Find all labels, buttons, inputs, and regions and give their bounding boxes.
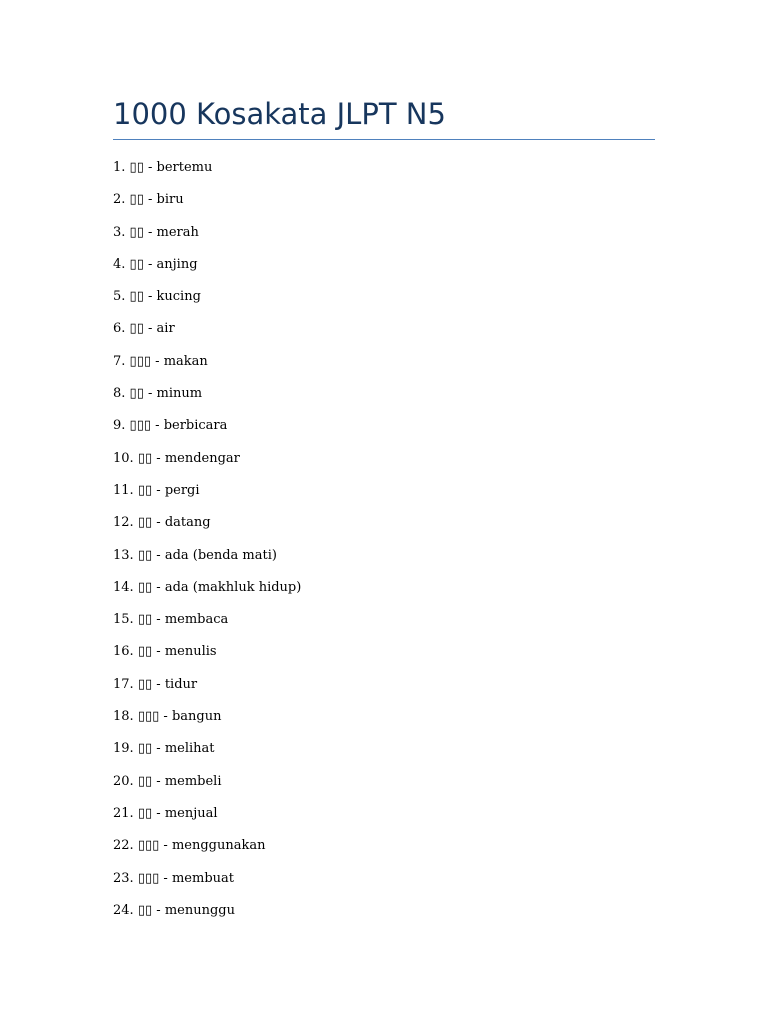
- separator: -: [152, 676, 165, 692]
- list-item: [113, 543, 301, 575]
- list-item: [113, 187, 301, 219]
- separator: -: [152, 612, 165, 628]
- item-number: 9.: [113, 418, 126, 434]
- list-item: [113, 833, 301, 865]
- item-number: 10.: [113, 450, 134, 466]
- item-number: 13.: [113, 547, 134, 563]
- indonesian-meaning: tidur: [164, 676, 198, 692]
- japanese-word: ▯▯: [137, 741, 153, 757]
- separator: -: [159, 870, 172, 886]
- separator: -: [152, 805, 165, 821]
- list-item: [113, 220, 301, 252]
- vocab-list: [113, 155, 301, 930]
- japanese-word: ▯▯: [129, 224, 144, 240]
- japanese-word: ▯▯: [137, 902, 153, 918]
- japanese-word: ▯▯▯: [129, 353, 152, 369]
- indonesian-meaning: air: [156, 321, 175, 337]
- separator: -: [152, 741, 165, 757]
- indonesian-meaning: kucing: [156, 289, 201, 305]
- list-item: [113, 316, 301, 348]
- indonesian-meaning: pergi: [164, 482, 200, 498]
- separator: -: [159, 709, 172, 725]
- item-number: 15.: [113, 612, 134, 628]
- indonesian-meaning: melihat: [164, 741, 215, 757]
- item-number: 19.: [113, 741, 134, 757]
- list-item: [113, 478, 301, 510]
- item-number: 7.: [113, 353, 126, 369]
- indonesian-meaning: ada (benda mati): [164, 547, 277, 563]
- separator: -: [152, 547, 165, 563]
- separator: -: [143, 192, 157, 208]
- indonesian-meaning: membaca: [164, 612, 229, 628]
- japanese-word: ▯▯▯: [137, 709, 160, 725]
- item-number: 23.: [113, 870, 134, 886]
- indonesian-meaning: menunggu: [164, 902, 235, 918]
- japanese-word: ▯▯: [129, 289, 144, 305]
- indonesian-meaning: ada (makhluk hidup): [164, 579, 302, 595]
- item-number: 5.: [113, 289, 126, 305]
- indonesian-meaning: anjing: [156, 256, 198, 272]
- list-item: [113, 672, 301, 704]
- item-number: 21.: [113, 805, 134, 821]
- list-item: [113, 284, 301, 316]
- japanese-word: ▯▯: [137, 773, 153, 789]
- separator: -: [143, 256, 157, 272]
- item-number: 8.: [113, 386, 126, 402]
- item-number: 6.: [113, 321, 126, 337]
- list-item: [113, 769, 301, 801]
- japanese-word: ▯▯: [137, 482, 153, 498]
- separator: -: [152, 579, 165, 595]
- item-number: 20.: [113, 773, 134, 789]
- separator: -: [143, 160, 157, 175]
- page-title: 1000 Kosakata JLPT N5: [113, 97, 446, 131]
- indonesian-meaning: datang: [164, 515, 211, 531]
- japanese-word: ▯▯: [137, 547, 153, 563]
- item-number: 3.: [113, 224, 126, 240]
- indonesian-meaning: minum: [156, 386, 203, 402]
- separator: -: [151, 353, 164, 369]
- japanese-word: ▯▯: [137, 805, 153, 821]
- japanese-word: ▯▯: [129, 256, 144, 272]
- indonesian-meaning: mendengar: [164, 450, 240, 466]
- list-item: [113, 413, 301, 445]
- japanese-word: ▯▯: [129, 321, 144, 337]
- indonesian-meaning: merah: [156, 224, 199, 240]
- separator: -: [152, 482, 165, 498]
- list-item: [113, 252, 301, 284]
- list-item: [113, 155, 301, 187]
- list-item: [113, 446, 301, 478]
- item-number: 16.: [113, 644, 134, 660]
- separator: -: [143, 321, 157, 337]
- indonesian-meaning: bertemu: [156, 160, 213, 175]
- item-number: 12.: [113, 515, 134, 531]
- japanese-word: ▯▯▯: [137, 870, 160, 886]
- item-number: 2.: [113, 192, 126, 208]
- separator: -: [152, 773, 165, 789]
- indonesian-meaning: berbicara: [163, 418, 228, 434]
- list-item: [113, 575, 301, 607]
- list-item: [113, 704, 301, 736]
- separator: -: [143, 224, 157, 240]
- japanese-word: ▯▯: [137, 515, 153, 531]
- item-number: 18.: [113, 709, 134, 725]
- item-number: 4.: [113, 256, 126, 272]
- separator: -: [152, 902, 165, 918]
- item-number: 1.: [113, 160, 126, 175]
- separator: -: [152, 644, 165, 660]
- list-item: [113, 736, 301, 768]
- indonesian-meaning: menjual: [164, 805, 218, 821]
- indonesian-meaning: bangun: [171, 709, 222, 725]
- item-number: 24.: [113, 902, 134, 918]
- japanese-word: ▯▯: [137, 450, 153, 466]
- separator: -: [143, 386, 157, 402]
- indonesian-meaning: menulis: [164, 644, 217, 660]
- japanese-word: ▯▯: [137, 676, 153, 692]
- item-number: 14.: [113, 579, 134, 595]
- title-underline: [113, 139, 655, 140]
- list-item: [113, 510, 301, 542]
- japanese-word: ▯▯: [129, 386, 144, 402]
- japanese-word: ▯▯: [129, 160, 144, 175]
- separator: -: [152, 450, 165, 466]
- separator: -: [143, 289, 157, 305]
- list-item: [113, 639, 301, 671]
- list-item: [113, 866, 301, 898]
- list-item: [113, 607, 301, 639]
- item-number: 11.: [113, 482, 134, 498]
- japanese-word: ▯▯: [129, 192, 144, 208]
- separator: -: [152, 515, 165, 531]
- list-item: [113, 349, 301, 381]
- japanese-word: ▯▯▯: [137, 838, 160, 854]
- item-number: 17.: [113, 676, 134, 692]
- japanese-word: ▯▯: [137, 612, 153, 628]
- separator: -: [159, 838, 172, 854]
- list-item: [113, 381, 301, 413]
- indonesian-meaning: biru: [156, 192, 184, 208]
- indonesian-meaning: membuat: [171, 870, 234, 886]
- indonesian-meaning: makan: [163, 353, 208, 369]
- indonesian-meaning: membeli: [164, 773, 222, 789]
- indonesian-meaning: menggunakan: [171, 838, 266, 854]
- japanese-word: ▯▯: [137, 579, 153, 595]
- japanese-word: ▯▯▯: [129, 418, 152, 434]
- separator: -: [151, 418, 164, 434]
- item-number: 22.: [113, 838, 134, 854]
- japanese-word: ▯▯: [137, 644, 153, 660]
- list-item: [113, 898, 301, 930]
- list-item: [113, 801, 301, 833]
